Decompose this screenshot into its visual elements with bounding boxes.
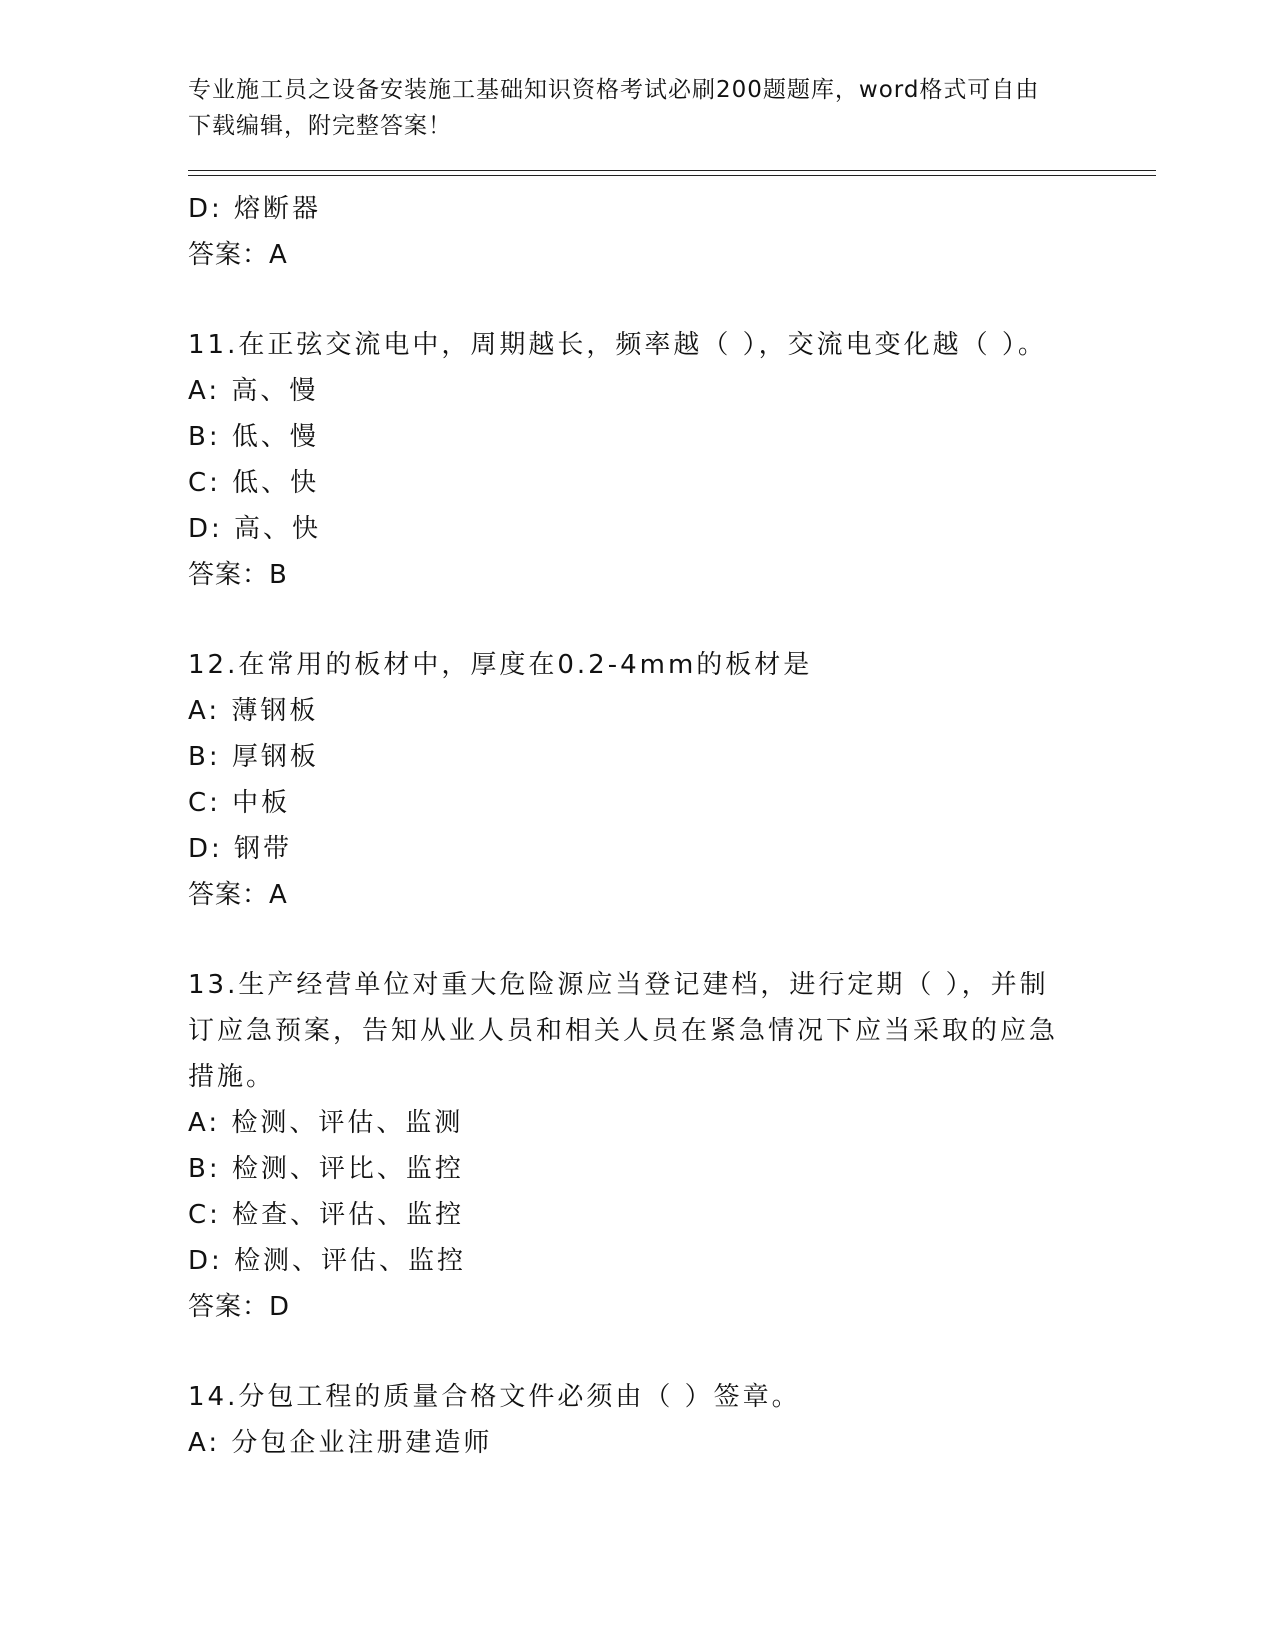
option-a: A: 检测、评估、监测 bbox=[188, 1108, 464, 1138]
option-b: B: 低、慢 bbox=[188, 422, 319, 452]
option-d: D: 钢带 bbox=[188, 834, 293, 864]
question-text-line-1: 13.生产经营单位对重大危险源应当登记建档，进行定期（ ），并制 bbox=[188, 970, 1049, 1000]
option-a: A: 薄钢板 bbox=[188, 696, 319, 726]
header-line-2: 下载编辑，附完整答案！ bbox=[188, 113, 452, 139]
answer-line: 答案：D bbox=[188, 1292, 291, 1322]
answer-line: 答案：A bbox=[188, 240, 288, 270]
option-d: D: 熔断器 bbox=[188, 194, 322, 224]
question-text: 14.分包工程的质量合格文件必须由（ ）签章。 bbox=[188, 1382, 801, 1412]
document-header bbox=[188, 72, 1068, 144]
header-rule-bottom bbox=[188, 175, 1156, 176]
question-12 bbox=[188, 642, 1068, 918]
question-list bbox=[188, 186, 1068, 1466]
question-13 bbox=[188, 962, 1068, 1330]
question-text-line-2: 订应急预案，告知从业人员和相关人员在紧急情况下应当采取的应急 bbox=[188, 1016, 1059, 1046]
question-text: 11.在正弦交流电中，周期越长，频率越（ ），交流电变化越（ ）。 bbox=[188, 330, 1047, 360]
question-11 bbox=[188, 322, 1068, 598]
option-c: C: 低、快 bbox=[188, 468, 320, 498]
option-c: C: 检查、评估、监控 bbox=[188, 1200, 465, 1230]
question-text: 12.在常用的板材中，厚度在0.2-4mm的板材是 bbox=[188, 650, 813, 680]
option-d: D: 高、快 bbox=[188, 514, 322, 544]
option-a: A: 高、慢 bbox=[188, 376, 319, 406]
option-d: D: 检测、评估、监控 bbox=[188, 1246, 467, 1276]
option-c: C: 中板 bbox=[188, 788, 291, 818]
answer-line: 答案：A bbox=[188, 880, 288, 910]
spacer bbox=[188, 598, 1068, 642]
spacer bbox=[188, 918, 1068, 962]
spacer bbox=[188, 1330, 1068, 1374]
spacer bbox=[188, 278, 1068, 322]
option-b: B: 厚钢板 bbox=[188, 742, 319, 772]
option-a: A: 分包企业注册建造师 bbox=[188, 1428, 493, 1458]
option-b: B: 检测、评比、监控 bbox=[188, 1154, 464, 1184]
header-rule-top bbox=[188, 170, 1156, 171]
carry-over-block bbox=[188, 186, 1068, 278]
question-14 bbox=[188, 1374, 1068, 1466]
answer-line: 答案：B bbox=[188, 560, 288, 590]
header-line-1: 专业施工员之设备安装施工基础知识资格考试必刷200题题库，word格式可自由 bbox=[188, 77, 1040, 103]
question-text-line-3: 措施。 bbox=[188, 1062, 276, 1092]
